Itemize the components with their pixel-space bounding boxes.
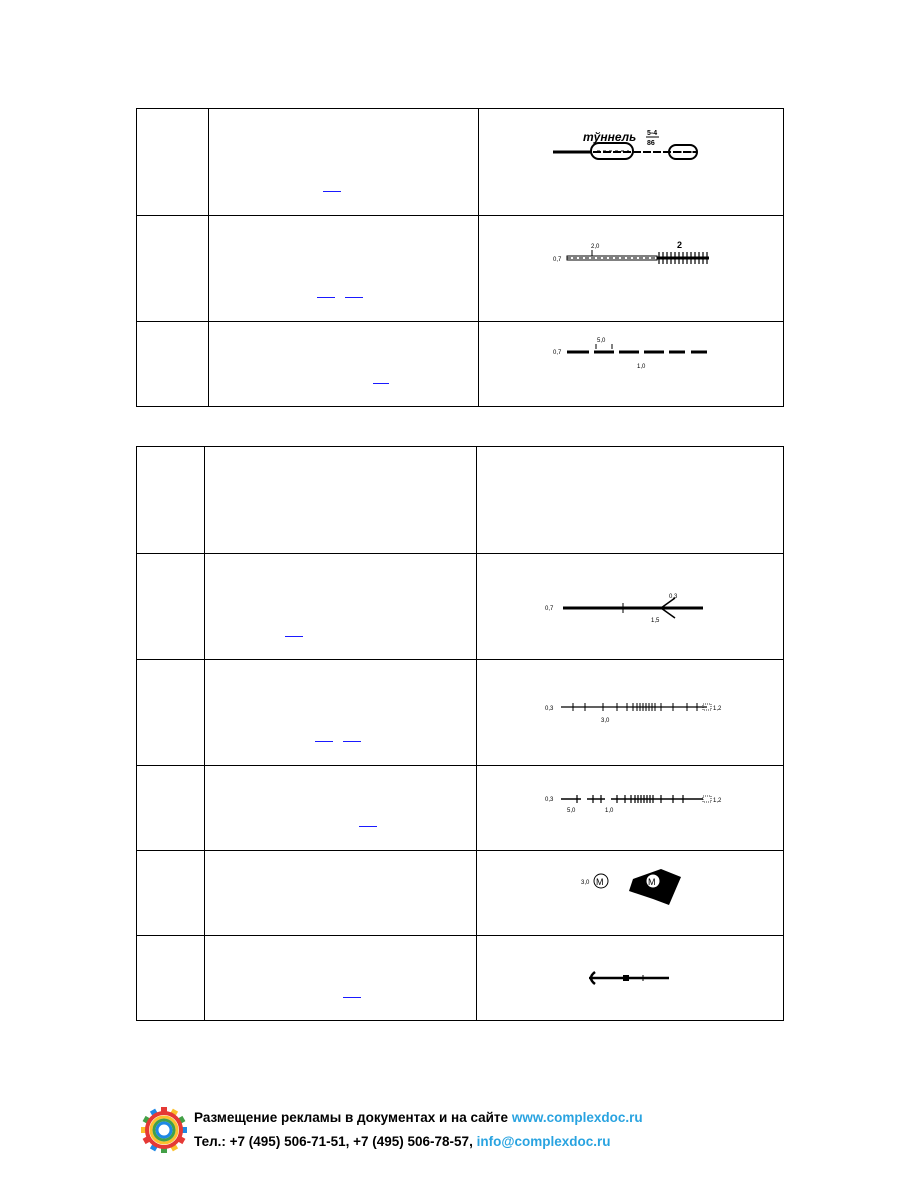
description-cell: [205, 766, 477, 851]
table-row: [137, 554, 784, 660]
svg-text:5,0: 5,0: [567, 808, 576, 814]
arrow-line-symbol: [477, 936, 784, 1021]
svg-text:1,2: 1,2: [713, 798, 722, 804]
svg-text:5,0: 5,0: [597, 338, 606, 344]
gear-logo-icon: [140, 1106, 188, 1154]
symbol-cell: [477, 936, 784, 1021]
website-link[interactable]: www.complexdoc.ru: [511, 1110, 643, 1125]
description-cell: [205, 936, 477, 1021]
advertisement-footer: [140, 1106, 660, 1156]
number-cell: [137, 447, 205, 554]
line-symbol: [479, 216, 784, 322]
description-cell: [205, 851, 477, 936]
description-cell: [205, 447, 477, 554]
table-row: [137, 216, 784, 322]
svg-text:0,7: 0,7: [553, 257, 562, 263]
number-cell: [137, 322, 209, 407]
description-cell: [205, 554, 477, 660]
table-row: [137, 322, 784, 407]
reference-link[interactable]: [317, 288, 335, 298]
svg-text:3,0: 3,0: [581, 880, 590, 886]
reference-link[interactable]: [359, 817, 377, 827]
number-cell: [137, 936, 205, 1021]
table-row: [137, 766, 784, 851]
svg-text:1,0: 1,0: [637, 364, 646, 370]
svg-text:M: M: [648, 877, 656, 887]
svg-text:5-4: 5-4: [647, 130, 658, 137]
reference-link[interactable]: [345, 288, 363, 298]
table-row: [137, 851, 784, 936]
number-cell: [137, 554, 205, 660]
symbol-cell: [477, 554, 784, 660]
svg-text:0,7: 0,7: [553, 350, 562, 356]
symbol-cell: [477, 660, 784, 766]
svg-text:2: 2: [677, 240, 683, 250]
svg-text:1,5: 1,5: [651, 618, 660, 624]
reference-link[interactable]: [373, 374, 389, 384]
reference-link[interactable]: [315, 732, 333, 742]
number-cell: [137, 660, 205, 766]
reference-link[interactable]: [285, 627, 303, 637]
svg-text:1,2: 1,2: [713, 706, 722, 712]
number-cell: [137, 216, 209, 322]
description-cell: [205, 660, 477, 766]
ticked-dashed-line-symbol: [477, 766, 784, 851]
svg-text:1,0: 1,0: [605, 808, 614, 814]
metro-station-icon: [629, 869, 681, 905]
number-cell: [137, 109, 209, 216]
svg-text:0,7: 0,7: [545, 606, 554, 612]
table-row: [137, 660, 784, 766]
metro-symbols: [477, 851, 784, 936]
svg-text:86: 86: [647, 140, 655, 147]
svg-text:0,3: 0,3: [545, 797, 554, 803]
reference-link[interactable]: [343, 988, 361, 998]
metro-icon: [594, 874, 608, 888]
reference-link[interactable]: [343, 732, 361, 742]
svg-text:2,0: 2,0: [591, 244, 600, 250]
symbol-cell: [477, 447, 784, 554]
description-cell: [209, 322, 479, 407]
svg-text:3,0: 3,0: [601, 718, 610, 724]
ad-line-2: Тел.: +7 (495) 506-71-51, +7 (495) 506-78-57, info@complexdoc.ru: [194, 1134, 611, 1149]
branch-line-symbol: [477, 554, 784, 660]
ticked-line-symbol: [477, 660, 784, 766]
symbol-cell: [479, 322, 784, 407]
symbol-cell: [477, 851, 784, 936]
tunnel-label: тўннель: [583, 130, 637, 144]
dashed-line-symbol: [479, 322, 784, 407]
description-cell: [209, 216, 479, 322]
reference-link[interactable]: [323, 182, 341, 192]
symbols-table-2: [136, 446, 784, 1021]
arrow-icon: [589, 972, 669, 984]
table-row: [137, 447, 784, 554]
number-cell: [137, 766, 205, 851]
svg-text:M: M: [596, 877, 604, 887]
svg-text:0,3: 0,3: [669, 594, 678, 600]
table-row: [137, 936, 784, 1021]
email-link[interactable]: info@complexdoc.ru: [476, 1134, 611, 1149]
number-cell: [137, 851, 205, 936]
symbol-cell: [479, 109, 784, 216]
symbol-cell: [477, 766, 784, 851]
symbols-table-1: [136, 108, 784, 407]
ad-line-1: Размещение рекламы в документах и на сайте www.complexdoc.ru: [194, 1110, 643, 1125]
description-cell: [209, 109, 479, 216]
symbol-cell: [479, 216, 784, 322]
svg-text:0,3: 0,3: [545, 706, 554, 712]
tunnel-symbol: [479, 109, 784, 216]
table-row: [137, 109, 784, 216]
